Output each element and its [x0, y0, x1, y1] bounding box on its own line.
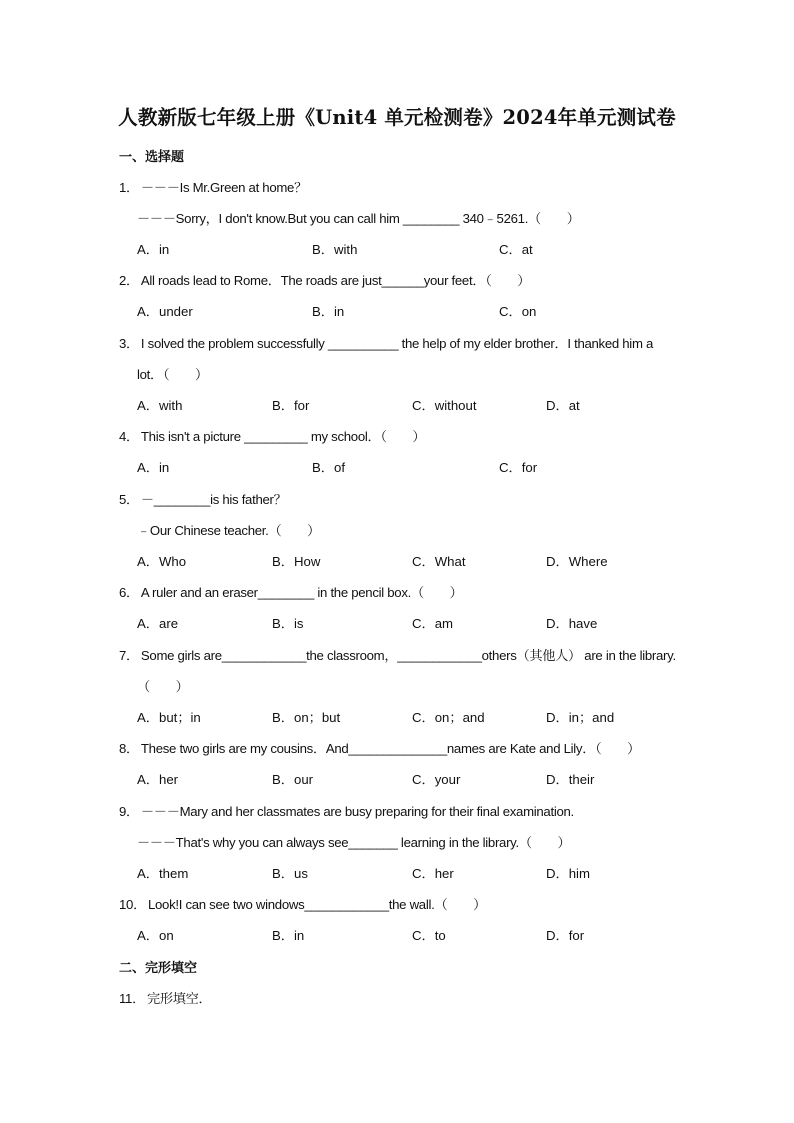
question-8-option-c[interactable]: C．your — [412, 772, 461, 787]
question-number: 2． — [119, 273, 139, 288]
question-8 — [119, 738, 640, 757]
question-6-option-c[interactable]: C．am — [412, 616, 454, 631]
question-2-option-a[interactable]: A．under — [137, 304, 193, 319]
question-10 — [119, 894, 486, 913]
question-stem: －－－Mary and her classmates are busy preparing for their final examination. — [140, 804, 574, 819]
question-number: 6． — [119, 585, 139, 600]
question-5-option-a[interactable]: A．Who — [137, 554, 187, 569]
question-9-option-b[interactable]: B．us — [272, 866, 308, 881]
question-7-option-b[interactable]: B．on；but — [272, 710, 341, 725]
question-number: 4． — [119, 429, 139, 444]
question-1-option-a[interactable]: A．in — [137, 242, 170, 257]
question-stem: These two girls are my cousins．And______________names are Kate and Lily．（ ） — [140, 741, 641, 756]
question-number: 9． — [119, 804, 139, 819]
question-stem: Some girls are____________the classroom，____________others（其他人） are in the library. — [140, 648, 676, 663]
question-8-option-a[interactable]: A．her — [137, 772, 179, 787]
question-8-option-b[interactable]: B．our — [272, 772, 314, 787]
question-number: 7． — [119, 648, 139, 663]
question-5-option-b[interactable]: B．How — [272, 554, 321, 569]
question-5 — [119, 489, 287, 508]
question-4 — [119, 426, 425, 445]
question-7-option-d[interactable]: D．in；and — [546, 710, 615, 725]
question-stem: 完形填空． — [146, 991, 212, 1006]
question-7-option-a[interactable]: A．but；in — [137, 710, 201, 725]
question-3 — [119, 333, 653, 352]
question-5-line2: ﹣Our Chinese teacher.（ ） — [137, 523, 321, 538]
question-1-line2: －－－Sorry，I don't know.But you can call him ________ 340﹣5261.（ ） — [137, 211, 580, 226]
question-4-option-b[interactable]: B．of — [312, 460, 345, 475]
question-number: 11． — [119, 991, 145, 1006]
question-1 — [119, 177, 307, 196]
question-6 — [119, 582, 463, 601]
question-3-line2: lot．（ ） — [137, 367, 208, 382]
question-2-option-c[interactable]: C．on — [499, 304, 537, 319]
question-10-option-a[interactable]: A．on — [137, 928, 174, 943]
question-7-line2: （ ） — [137, 679, 189, 694]
question-7 — [119, 645, 676, 664]
question-number: 8． — [119, 741, 139, 756]
question-6-option-d[interactable]: D．have — [546, 616, 598, 631]
question-number: 1． — [119, 180, 139, 195]
question-stem: －－－Is Mr.Green at home？ — [140, 180, 307, 195]
question-10-option-c[interactable]: C．to — [412, 928, 446, 943]
question-3-option-a[interactable]: A．with — [137, 398, 183, 413]
question-4-option-c[interactable]: C．for — [499, 460, 538, 475]
question-9 — [119, 801, 574, 820]
question-11 — [119, 988, 211, 1007]
question-stem: I solved the problem successfully __________ the help of my elder brother．I thanked him a — [140, 336, 654, 351]
question-10-option-d[interactable]: D．for — [546, 928, 585, 943]
question-3-option-b[interactable]: B．for — [272, 398, 310, 413]
question-number: 3． — [119, 336, 139, 351]
question-5-option-d[interactable]: D．Where — [546, 554, 608, 569]
question-2-option-b[interactable]: B．in — [312, 304, 345, 319]
question-6-option-a[interactable]: A．are — [137, 616, 179, 631]
question-10-option-b[interactable]: B．in — [272, 928, 305, 943]
question-1-option-c[interactable]: C．at — [499, 242, 533, 257]
question-9-option-c[interactable]: C．her — [412, 866, 454, 881]
question-3-option-d[interactable]: D．at — [546, 398, 580, 413]
question-stem: All roads lead to Rome．The roads are just______your feet．（ ） — [140, 273, 531, 288]
question-number: 5． — [119, 492, 139, 507]
question-3-option-c[interactable]: C．without — [412, 398, 477, 413]
question-stem: －________is his father？ — [140, 492, 287, 507]
question-4-option-a[interactable]: A．in — [137, 460, 170, 475]
question-1-option-b[interactable]: B．with — [312, 242, 358, 257]
page-title: 人教新版七年级上册《Unit4 单元检测卷》2024年单元测试卷 — [118, 106, 676, 129]
question-9-option-d[interactable]: D．him — [546, 866, 590, 881]
question-5-option-c[interactable]: C．What — [412, 554, 466, 569]
question-6-option-b[interactable]: B．is — [272, 616, 304, 631]
question-2 — [119, 270, 530, 289]
question-stem: Look!I can see two windows____________the wall.（ ） — [147, 897, 487, 912]
question-7-option-c[interactable]: C．on；and — [412, 710, 485, 725]
question-8-option-d[interactable]: D．their — [546, 772, 595, 787]
question-stem: A ruler and an eraser________ in the pencil box.（ ） — [140, 585, 463, 600]
section-heading-cloze: 二、完形填空 — [119, 961, 198, 976]
question-9-line2: －－－That's why you can always see_______ learning in the library.（ ） — [137, 835, 571, 850]
question-9-option-a[interactable]: A．them — [137, 866, 189, 881]
question-number: 10． — [119, 897, 146, 912]
question-stem: This isn't a picture _________ my school．（ ） — [140, 429, 426, 444]
section-heading-choice: 一、选择题 — [119, 150, 185, 165]
